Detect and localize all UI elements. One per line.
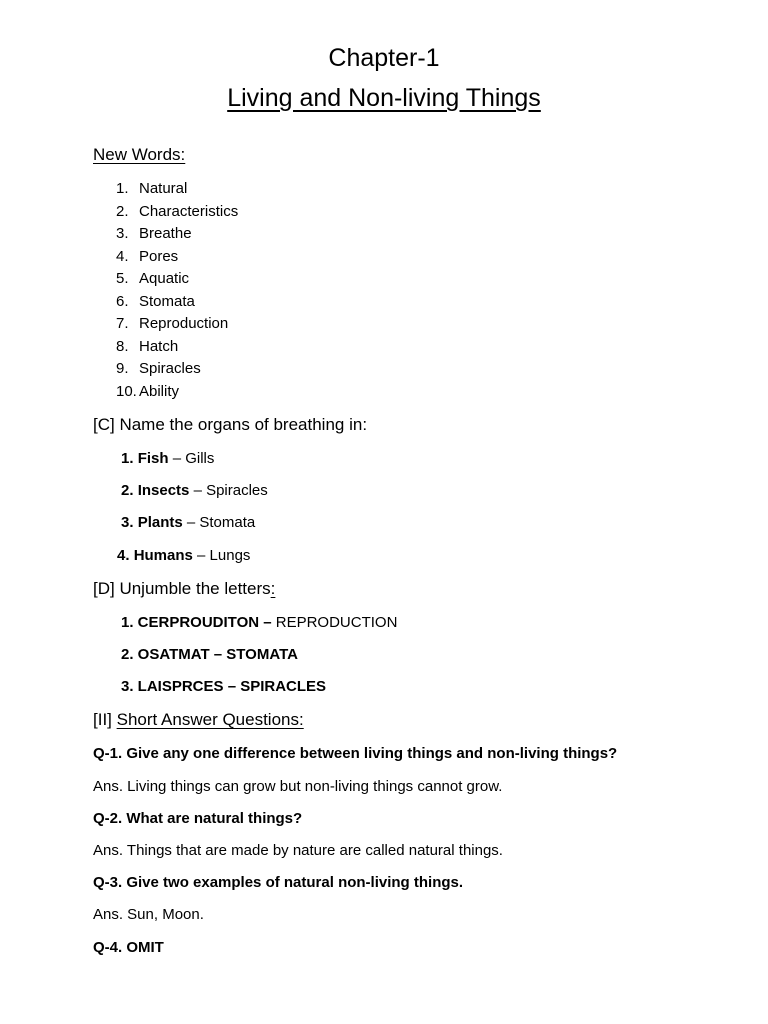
section-d-heading: [D] Unjumble the letters:	[93, 579, 276, 598]
list-item: 3. LAISPRCES – SPIRACLES	[121, 678, 327, 695]
answer-2: Ans. Things that are made by nature are called natural things.	[93, 842, 503, 859]
answer-3: Ans. Sun, Moon.	[93, 906, 204, 923]
list-item: 2. OSATMAT – STOMATA	[121, 646, 298, 663]
list-item: 1. Fish – Gills	[121, 450, 215, 467]
document-page: Chapter-1 Living and Non-living Things New Words: 1. Natural 2. Characteristics 3. Breathe 4. Pores 5. Aquatic 6. Stomata 7. Reproduction 8. Hatch 9. Spiracles 10. Ability [C] Name the organs of breathing in: 1. Fish – Gills 2. Insects – Spiracles 3. Plants – Stomata 4. Humans – Lungs [D] Unjumble the letters: 1. CERPROUDITON – REPRODUCTION 2. OSATMAT – STOMATA 3. LAISPRCES – SPIRACLES [II] Short Answer Questions: Q-1. Give any one difference between living things and non-living things? Ans. Living things can grow but non-living things cannot grow. Q-2. What are natural things? Ans. Things that are made by nature are called natural things. Q-3. Give two examples of natural non-living things. Ans. Sun, Moon. Q-4. OMIT	[0, 0, 768, 1024]
question-4: Q-4. OMIT	[93, 939, 164, 956]
section-c-heading: [C] Name the organs of breathing in:	[93, 415, 368, 434]
list-item: 2. Insects – Spiracles	[121, 482, 268, 499]
question-2: Q-2. What are natural things?	[93, 810, 303, 827]
list-item: 1. CERPROUDITON – REPRODUCTION	[121, 614, 398, 631]
list-item: 4. Humans – Lungs	[117, 547, 251, 564]
section-ii-heading: [II] Short Answer Questions:	[93, 710, 304, 729]
question-3: Q-3. Give two examples of natural non-living things.	[93, 874, 464, 891]
chapter-heading: Chapter-1	[328, 44, 440, 72]
chapter-title: Living and Non-living Things	[227, 84, 541, 112]
list-item: 3. Plants – Stomata	[121, 514, 256, 531]
answer-1: Ans. Living things can grow but non-living things cannot grow.	[93, 778, 503, 795]
question-1: Q-1. Give any one difference between living things and non-living things?	[93, 745, 618, 762]
new-words-heading: New Words:	[93, 145, 186, 164]
